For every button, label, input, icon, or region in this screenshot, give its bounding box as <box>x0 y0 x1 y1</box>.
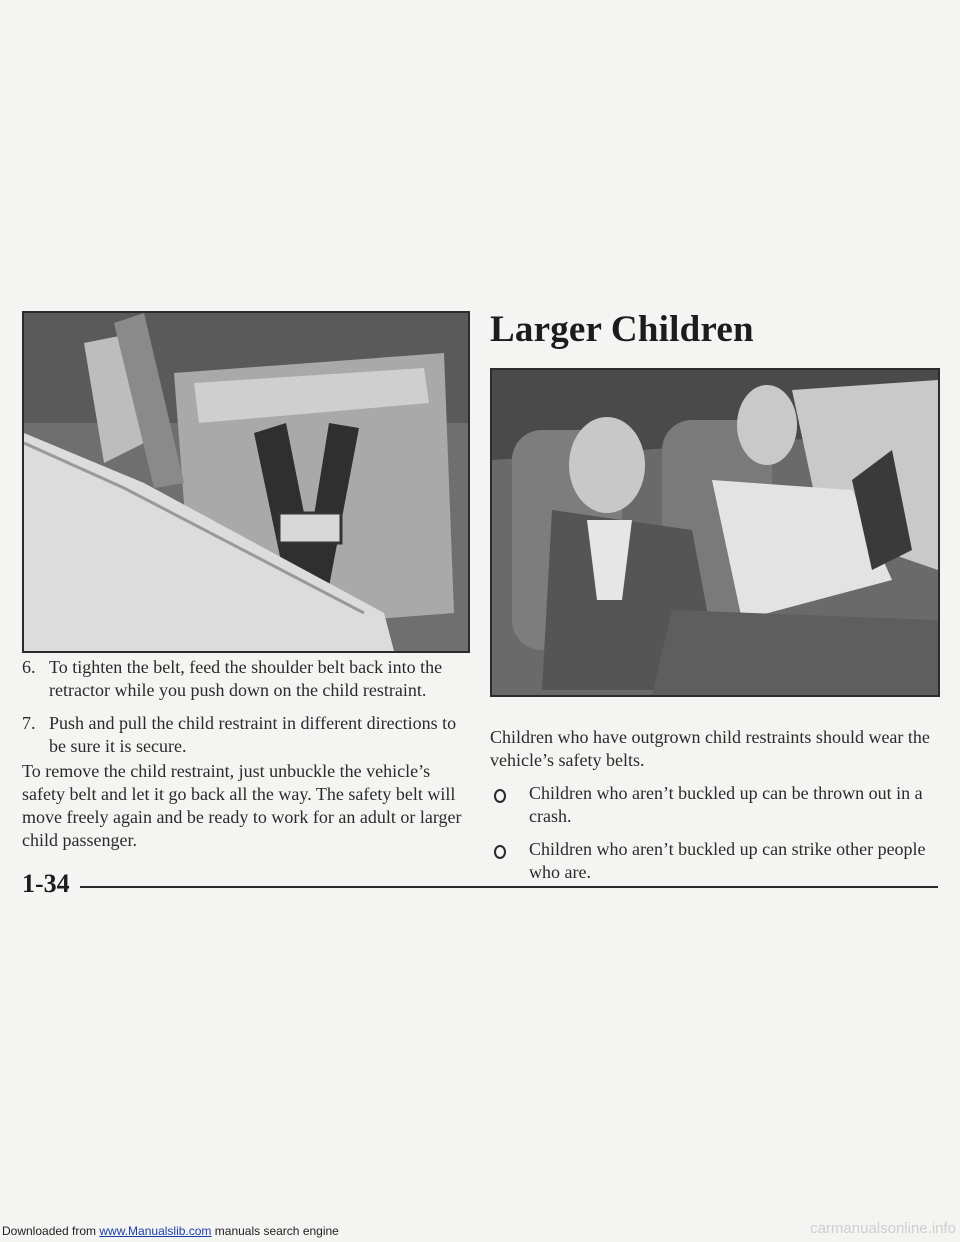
bullet-text: Children who aren’t buckled up can be thrown out in a crash. <box>529 783 923 826</box>
footer-rule <box>80 886 938 888</box>
list-item <box>22 656 472 702</box>
download-footer <box>2 1224 339 1238</box>
steps-list <box>22 656 472 768</box>
remove-restraint-paragraph: To remove the child restraint, just unbuckle the vehicle’s safety belt and let it go back all the way. The safety belt will move freely again and be ready to work for an adult or larger child passenger. <box>22 761 462 850</box>
section-heading: Larger Children <box>490 309 754 350</box>
page-number: 1-34 <box>22 869 70 898</box>
footer-prefix: Downloaded from <box>2 1224 100 1238</box>
children-intro-paragraph: Children who have outgrown child restraints should wear the vehicle’s safety belts. <box>490 727 930 770</box>
list-item <box>490 838 940 884</box>
bullet-icon <box>494 845 506 859</box>
step-number: 6. <box>22 657 36 677</box>
step-text: Push and pull the child restraint in different directions to be sure it is secure. <box>49 713 457 756</box>
bullet-icon <box>494 789 506 803</box>
manualslib-link[interactable]: www.Manualslib.com <box>99 1224 212 1238</box>
step-number: 7. <box>22 713 36 733</box>
child-restraint-illustration <box>22 311 470 653</box>
list-item <box>22 712 472 758</box>
bullet-list <box>490 782 940 894</box>
step-text: To tighten the belt, feed the shoulder belt back into the retractor while you push down on the child restraint. <box>49 657 443 700</box>
children-in-car-illustration <box>490 368 940 697</box>
list-item <box>490 782 940 828</box>
footer-suffix: manuals search engine <box>211 1224 339 1238</box>
bullet-text: Children who aren’t buckled up can strike other people who are. <box>529 839 926 882</box>
watermark-text: carmanualsonline.info <box>810 1220 956 1237</box>
